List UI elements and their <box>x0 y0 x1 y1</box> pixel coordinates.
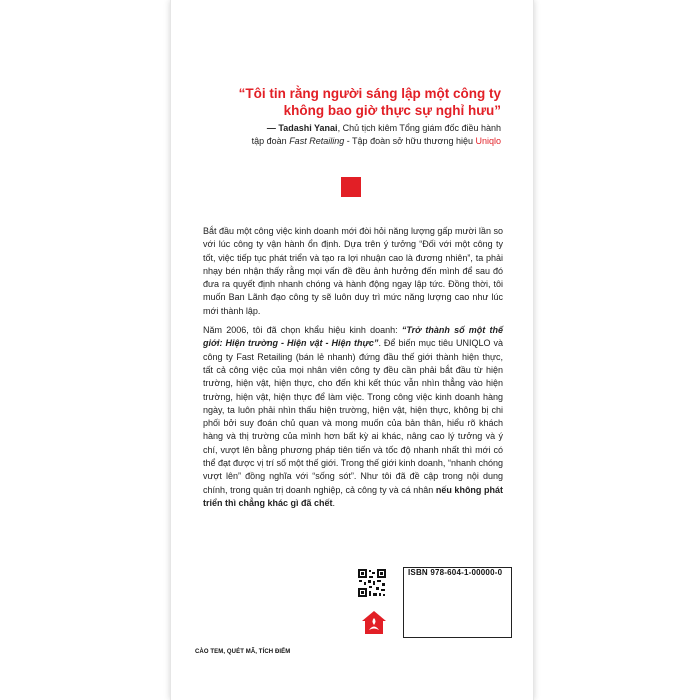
author-role: , Chủ tịch kiêm Tổng giám đốc điều hành <box>337 123 501 133</box>
brand-name: Uniqlo <box>475 136 501 146</box>
blurb-paragraph-2 <box>203 324 503 510</box>
company-name: Fast Retailing <box>289 136 345 146</box>
attribution-dash: — <box>266 123 279 133</box>
p2-intro: Năm 2006, tôi đã chọn khẩu hiệu kinh doanh: <box>203 325 402 336</box>
blurb-paragraph-1: Bắt đầu một công việc kinh doanh mới đòi hỏi năng lượng gấp mười lần so với lúc công ty vận hành ổn định. Dựa trên ý tưởng “Đối với một công ty tốt, việc tiếp tục phát triển và tạo ra lợi nhuận cao là đương nhiên”, ta phải nhạy bén nhận thấy rằng mọi vấn đề đều ảnh hưởng đến mình để sau đó đưa ra quyết định nhanh chóng và hành động ngay lập tức. Đồng thời, tôi muốn Ban Lãnh đạo công ty sẽ luôn duy trì mức năng lượng cao như lúc mới thành lập. <box>203 226 503 316</box>
quote-line-2: không bao giờ thực sự nghỉ hưu” <box>283 103 501 118</box>
p2-end: . <box>332 497 336 508</box>
publisher-logo-icon <box>361 610 387 636</box>
barcode-area <box>403 567 512 638</box>
blurb <box>203 225 503 516</box>
quote-line-1: “Tôi tin rằng người sáng lập một công ty <box>238 86 501 101</box>
slogan: “Trở thành số một thế giới: Hiện trường - Hiện vật - Hiện thực” <box>203 325 503 349</box>
qr-code-icon[interactable] <box>357 568 387 598</box>
p2-body: . Để biến mục tiêu UNIQLO và công ty Fast Retailing (bán lẻ nhanh) đứng đầu thế giới thành hiện thực, tất cả công việc của mọi nhân viên công ty đều cần phải bắt đầu từ hiện trường, hiện vật, hiện thực, cho đến khi kết thúc vẫn nhìn thẳng vào hiện trường, hiện vật, hiện thực để làm việc. Trong công việc kinh doanh hàng ngày, ta luôn phải nhìn thấu hiện trường, hiện vật, hiện thực, không bị chi phối bởi suy đoán chủ quan và mong muốn của bản thân, hiểu rõ khách hàng và thị trường của mình hơn bất kỳ ai khác, nâng cao lý tưởng và ý chí, vượt lên bằng phương pháp tiên tiến và tốc độ nhanh nhất thì mới có thể đạt được vị trí số một thế giới. Trong thế giới kinh doanh, “nhanh chóng vượt lên” đồng nghĩa với “sống sót”. Như tôi đã đề cập trong nội dung chính, trong quản trị doanh nghiệp, cả công ty và cá nhân <box>203 338 503 495</box>
author-name: Tadashi Yanai <box>278 123 338 133</box>
isbn-label: ISBN 978-604-1-00000-0 <box>408 568 503 577</box>
back-cover <box>170 0 534 700</box>
group-prefix: tập đoàn <box>251 136 290 146</box>
group-suffix: - Tập đoàn sở hữu thương hiệu <box>344 136 476 146</box>
red-square-ornament <box>341 177 361 197</box>
quote-text <box>221 85 501 119</box>
footer-label: CÀO TEM, QUÉT MÃ, TÍCH ĐIỂM <box>195 649 291 655</box>
quote-block <box>221 85 501 148</box>
attribution <box>221 122 501 148</box>
p2-emphasis: nếu không phát triển thì chẳng khác gì đã chết <box>203 484 503 508</box>
